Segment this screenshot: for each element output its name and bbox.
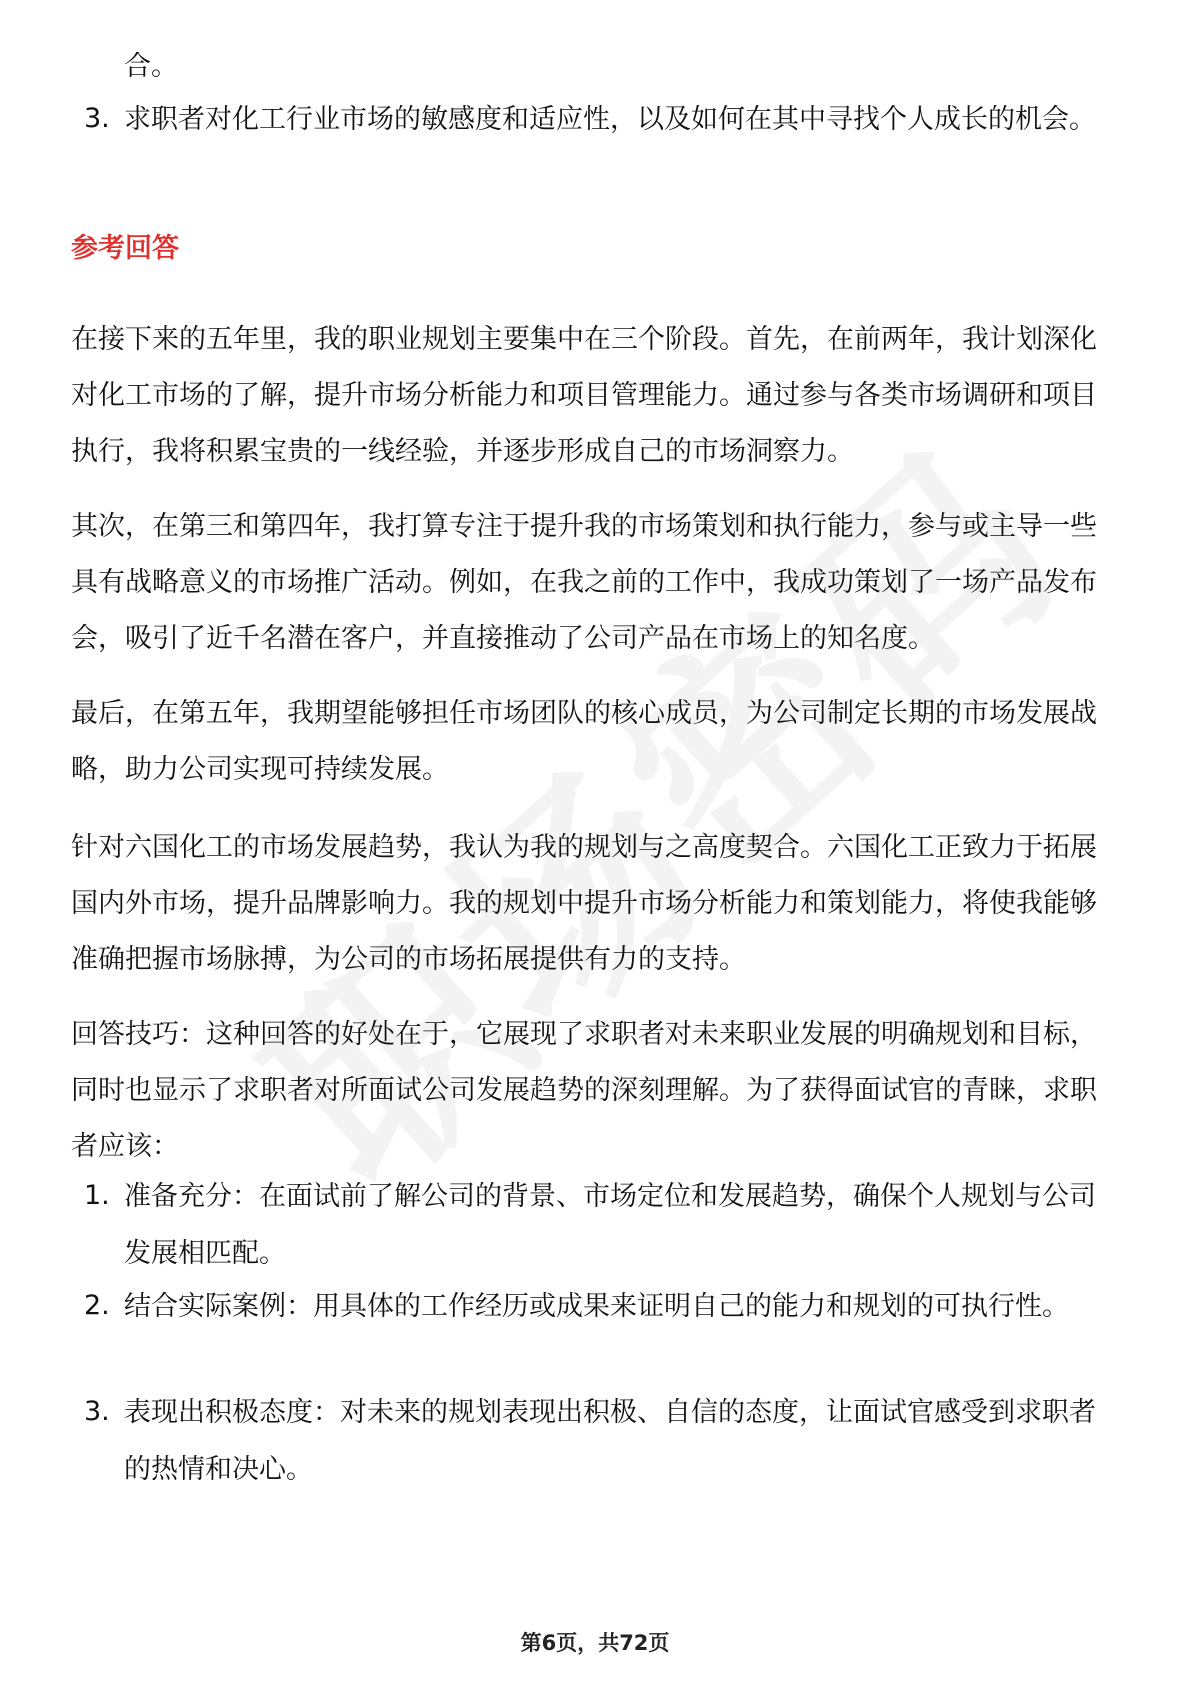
list-number: 3. (84, 1396, 110, 1427)
list-item-text: 求职者对化工行业市场的敏感度和适应性，以及如何在其中寻找个人成长的机会。 (124, 104, 1096, 135)
list-item-text: 合。 (124, 51, 178, 82)
paragraph-3: 最后，在第五年，我期望能够担任市场团队的核心成员，为公司制定长期的市场发展战略，助力公司实现可持续发展。 (71, 698, 1097, 785)
paragraph-2: 其次，在第三和第四年，我打算专注于提升我的市场策划和执行能力，参与或主导一些具有战略意义的市场推广活动。例如，在我之前的工作中，我成功策划了一场产品发布会，吸引了近千名潜在客户，并直接推动了公司产品在市场上的知名度。 (71, 511, 1097, 654)
list-item-continuation (84, 38, 1114, 95)
list-number: 2. (84, 1290, 110, 1321)
tip-item (84, 1168, 1114, 1282)
list-number: 1. (84, 1180, 110, 1211)
tip-item (84, 1278, 1114, 1335)
list-item-text: 结合实际案例：用具体的工作经历或成果来证明自己的能力和规划的可执行性。 (124, 1291, 1069, 1322)
list-item-text: 表现出积极态度：对未来的规划表现出积极、自信的态度，让面试官感受到求职者的热情和决心。 (124, 1397, 1096, 1485)
tip-item (84, 1384, 1114, 1498)
list-number: 3. (84, 103, 110, 134)
list-item (84, 91, 1114, 148)
page-footer: 第6页，共72页 (520, 1631, 670, 1655)
paragraph-4: 针对六国化工的市场发展趋势，我认为我的规划与之高度契合。六国化工正致力于拓展国内外市场，提升品牌影响力。我的规划中提升市场分析能力和策划能力，将使我能够准确把握市场脉搏，为公司的市场拓展提供有力的支持。 (71, 832, 1097, 975)
section-heading: 参考回答 (71, 233, 179, 264)
list-item-text: 准备充分：在面试前了解公司的背景、市场定位和发展趋势，确保个人规划与公司发展相匹配。 (124, 1181, 1096, 1269)
paragraph-tips-intro: 回答技巧：这种回答的好处在于，它展现了求职者对未来职业发展的明确规划和目标，同时也显示了求职者对所面试公司发展趋势的深刻理解。为了获得面试官的青睐，求职者应该： (71, 1019, 1097, 1162)
paragraph-1: 在接下来的五年里，我的职业规划主要集中在三个阶段。首先，在前两年，我计划深化对化工市场的了解，提升市场分析能力和项目管理能力。通过参与各类市场调研和项目执行，我将积累宝贵的一线经验，并逐步形成自己的市场洞察力。 (71, 324, 1097, 467)
